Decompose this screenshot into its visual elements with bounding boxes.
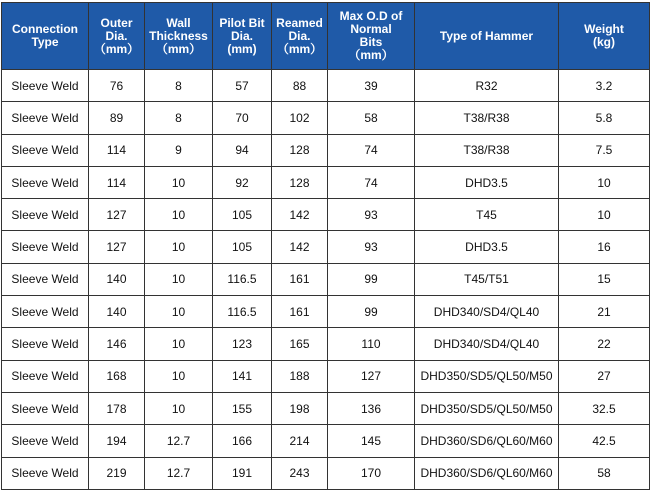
cell-outer-dia: 194 — [89, 425, 145, 457]
cell-reamed-dia: 165 — [272, 328, 328, 360]
cell-outer-dia: 219 — [89, 457, 145, 489]
cell-reamed-dia: 142 — [272, 231, 328, 263]
cell-type-of-hammer: R32 — [415, 70, 559, 102]
cell-wall-thickness: 10 — [145, 392, 213, 424]
cell-weight: 10 — [559, 166, 650, 198]
table-row — [2, 425, 650, 457]
cell-wall-thickness: 10 — [145, 296, 213, 328]
header-line: （mm） — [155, 41, 202, 56]
cell-type-of-hammer: DHD3.5 — [415, 231, 559, 263]
cell-pilot-bit-dia: 141 — [213, 360, 272, 392]
cell-connection-type: Sleeve Weld — [2, 199, 89, 231]
cell-max-od-bits: 39 — [328, 70, 415, 102]
cell-reamed-dia: 198 — [272, 392, 328, 424]
cell-max-od-bits: 99 — [328, 263, 415, 295]
cell-pilot-bit-dia: 166 — [213, 425, 272, 457]
cell-max-od-bits: 99 — [328, 296, 415, 328]
cell-max-od-bits: 170 — [328, 457, 415, 489]
cell-wall-thickness: 8 — [145, 70, 213, 102]
cell-connection-type: Sleeve Weld — [2, 328, 89, 360]
table-row — [2, 457, 650, 489]
header-connection-type — [2, 3, 89, 70]
cell-pilot-bit-dia: 123 — [213, 328, 272, 360]
header-line: Reamed — [276, 15, 323, 30]
cell-reamed-dia: 243 — [272, 457, 328, 489]
cell-max-od-bits: 145 — [328, 425, 415, 457]
cell-connection-type: Sleeve Weld — [2, 457, 89, 489]
table-row — [2, 360, 650, 392]
cell-type-of-hammer: T45/T51 — [415, 263, 559, 295]
cell-reamed-dia: 88 — [272, 70, 328, 102]
cell-type-of-hammer: T45 — [415, 199, 559, 231]
cell-type-of-hammer: DHD350/SD5/QL50/M50 — [415, 360, 559, 392]
cell-type-of-hammer: DHD360/SD6/QL60/M60 — [415, 457, 559, 489]
header-line: Dia. — [105, 28, 128, 43]
cell-max-od-bits: 74 — [328, 134, 415, 166]
header-line: Max O.D of — [339, 9, 403, 23]
table-body — [2, 70, 650, 490]
cell-reamed-dia: 188 — [272, 360, 328, 392]
header-line: Dia. — [230, 28, 253, 43]
table-row — [2, 231, 650, 263]
table-row — [2, 328, 650, 360]
header-wall-thickness — [145, 3, 213, 70]
header-line: （mm） — [93, 41, 140, 56]
cell-connection-type: Sleeve Weld — [2, 296, 89, 328]
cell-reamed-dia: 102 — [272, 102, 328, 134]
cell-outer-dia: 114 — [89, 166, 145, 198]
cell-wall-thickness: 10 — [145, 263, 213, 295]
cell-outer-dia: 178 — [89, 392, 145, 424]
cell-outer-dia: 168 — [89, 360, 145, 392]
cell-wall-thickness: 10 — [145, 360, 213, 392]
cell-outer-dia: 114 — [89, 134, 145, 166]
cell-outer-dia: 89 — [89, 102, 145, 134]
cell-max-od-bits: 136 — [328, 392, 415, 424]
cell-weight: 27 — [559, 360, 650, 392]
cell-pilot-bit-dia: 116.5 — [213, 263, 272, 295]
header-line: Wall — [166, 15, 191, 30]
cell-connection-type: Sleeve Weld — [2, 166, 89, 198]
cell-type-of-hammer: DHD340/SD4/QL40 — [415, 328, 559, 360]
table-row — [2, 392, 650, 424]
cell-outer-dia: 140 — [89, 263, 145, 295]
cell-connection-type: Sleeve Weld — [2, 102, 89, 134]
cell-wall-thickness: 10 — [145, 231, 213, 263]
cell-outer-dia: 146 — [89, 328, 145, 360]
table-row — [2, 166, 650, 198]
cell-outer-dia: 140 — [89, 296, 145, 328]
header-line: Thickness — [149, 28, 208, 43]
cell-outer-dia: 127 — [89, 199, 145, 231]
header-line: Pilot Bit — [219, 15, 265, 30]
cell-max-od-bits: 110 — [328, 328, 415, 360]
cell-weight: 16 — [559, 231, 650, 263]
cell-weight: 10 — [559, 199, 650, 231]
cell-max-od-bits: 74 — [328, 166, 415, 198]
cell-wall-thickness: 12.7 — [145, 425, 213, 457]
header-line: （mm） — [276, 41, 323, 56]
cell-max-od-bits: 127 — [328, 360, 415, 392]
cell-pilot-bit-dia: 92 — [213, 166, 272, 198]
cell-weight: 58 — [559, 457, 650, 489]
cell-reamed-dia: 161 — [272, 263, 328, 295]
cell-weight: 21 — [559, 296, 650, 328]
spec-table — [1, 2, 650, 490]
header-line: Weight — [584, 22, 624, 36]
cell-type-of-hammer: T38/R38 — [415, 134, 559, 166]
cell-reamed-dia: 128 — [272, 134, 328, 166]
header-type-of-hammer — [415, 3, 559, 70]
header-line: Type of Hammer — [439, 28, 534, 43]
cell-reamed-dia: 214 — [272, 425, 328, 457]
cell-connection-type: Sleeve Weld — [2, 263, 89, 295]
header-row — [2, 3, 650, 70]
cell-connection-type: Sleeve Weld — [2, 70, 89, 102]
header-line: Type — [31, 35, 59, 49]
header-weight — [559, 3, 650, 70]
cell-pilot-bit-dia: 155 — [213, 392, 272, 424]
cell-reamed-dia: 128 — [272, 166, 328, 198]
cell-type-of-hammer: DHD340/SD4/QL40 — [415, 296, 559, 328]
cell-reamed-dia: 142 — [272, 199, 328, 231]
cell-max-od-bits: 93 — [328, 199, 415, 231]
cell-wall-thickness: 8 — [145, 102, 213, 134]
cell-pilot-bit-dia: 191 — [213, 457, 272, 489]
table-row — [2, 134, 650, 166]
cell-weight: 42.5 — [559, 425, 650, 457]
table-row — [2, 199, 650, 231]
cell-connection-type: Sleeve Weld — [2, 392, 89, 424]
cell-pilot-bit-dia: 94 — [213, 134, 272, 166]
header-line: (kg) — [593, 35, 615, 49]
cell-connection-type: Sleeve Weld — [2, 425, 89, 457]
header-reamed-dia — [272, 3, 328, 70]
cell-wall-thickness: 9 — [145, 134, 213, 166]
cell-max-od-bits: 93 — [328, 231, 415, 263]
cell-type-of-hammer: T38/R38 — [415, 102, 559, 134]
cell-wall-thickness: 10 — [145, 328, 213, 360]
cell-weight: 15 — [559, 263, 650, 295]
cell-weight: 22 — [559, 328, 650, 360]
cell-outer-dia: 76 — [89, 70, 145, 102]
table-row — [2, 263, 650, 295]
table-row — [2, 70, 650, 102]
cell-pilot-bit-dia: 105 — [213, 231, 272, 263]
header-outer-dia — [89, 3, 145, 70]
cell-pilot-bit-dia: 70 — [213, 102, 272, 134]
table-row — [2, 296, 650, 328]
cell-type-of-hammer: DHD360/SD6/QL60/M60 — [415, 425, 559, 457]
cell-connection-type: Sleeve Weld — [2, 231, 89, 263]
cell-weight: 7.5 — [559, 134, 650, 166]
cell-wall-thickness: 12.7 — [145, 457, 213, 489]
cell-reamed-dia: 161 — [272, 296, 328, 328]
cell-connection-type: Sleeve Weld — [2, 360, 89, 392]
cell-outer-dia: 127 — [89, 231, 145, 263]
cell-type-of-hammer: DHD350/SD5/QL50/M50 — [415, 392, 559, 424]
header-line: Normal — [350, 22, 392, 36]
cell-type-of-hammer: DHD3.5 — [415, 166, 559, 198]
cell-connection-type: Sleeve Weld — [2, 134, 89, 166]
header-line: Outer — [100, 15, 133, 30]
cell-pilot-bit-dia: 57 — [213, 70, 272, 102]
header-max-od-bits — [328, 3, 415, 70]
cell-weight: 5.8 — [559, 102, 650, 134]
cell-weight: 3.2 — [559, 70, 650, 102]
header-pilot-bit-dia — [213, 3, 272, 70]
cell-weight: 32.5 — [559, 392, 650, 424]
header-line: (mm) — [227, 41, 257, 56]
header-line: Dia. — [288, 28, 311, 43]
cell-wall-thickness: 10 — [145, 166, 213, 198]
table-row — [2, 102, 650, 134]
header-line: Bits — [359, 35, 383, 49]
cell-pilot-bit-dia: 116.5 — [213, 296, 272, 328]
header-line: Connection — [12, 22, 78, 36]
cell-pilot-bit-dia: 105 — [213, 199, 272, 231]
cell-wall-thickness: 10 — [145, 199, 213, 231]
cell-max-od-bits: 58 — [328, 102, 415, 134]
header-line: （mm） — [348, 48, 394, 62]
